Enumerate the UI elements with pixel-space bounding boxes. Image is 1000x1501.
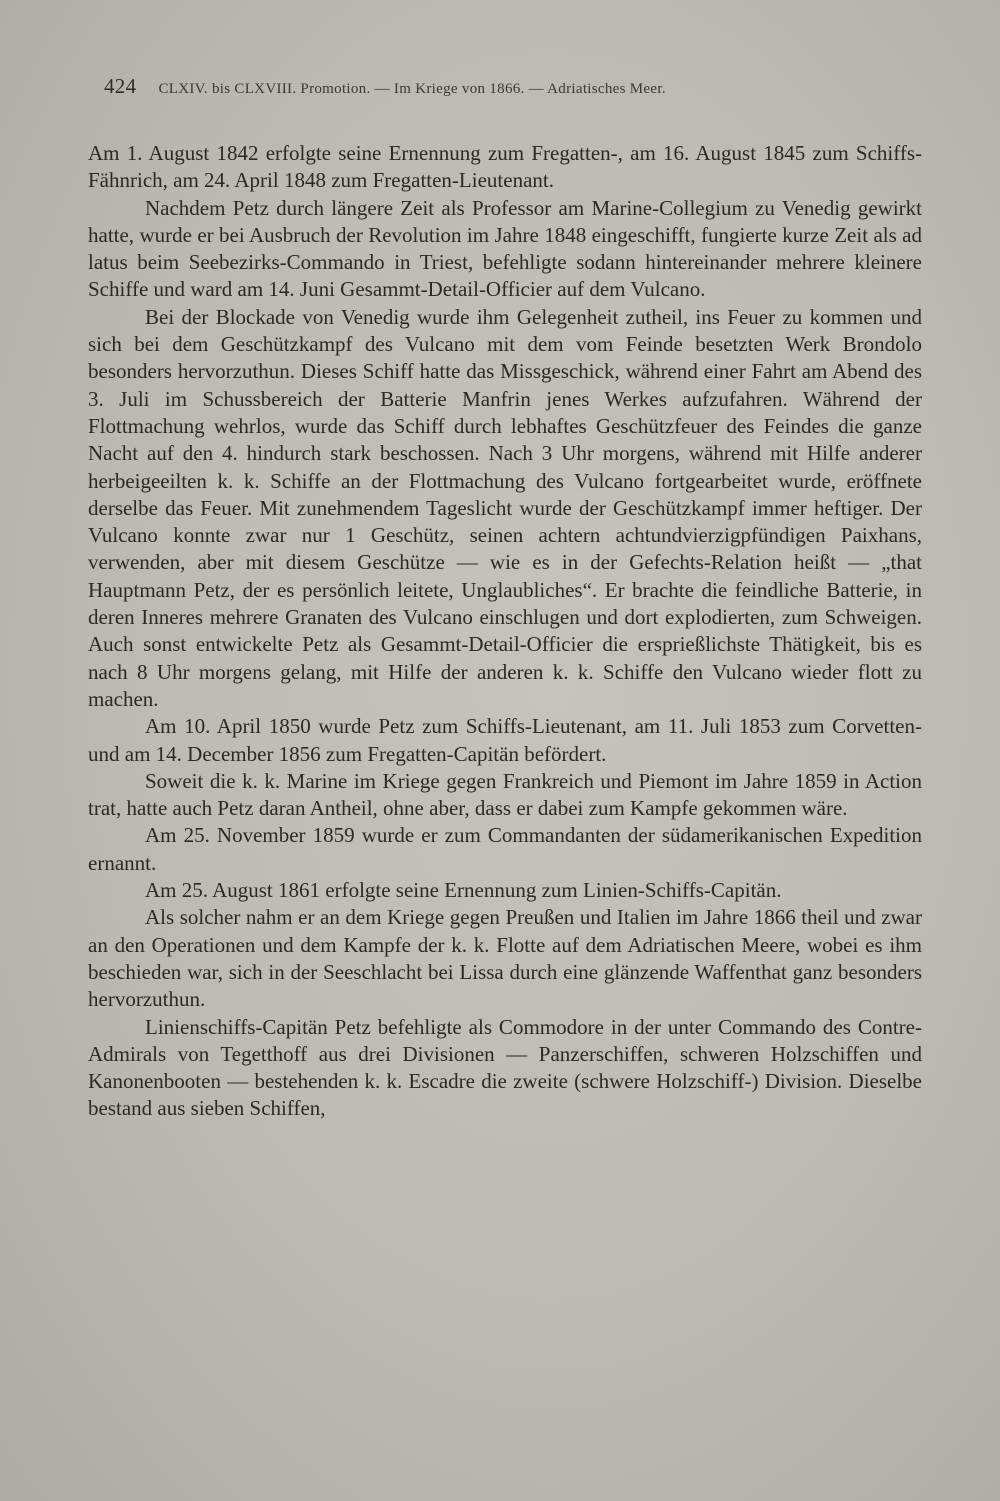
paragraph-3: Bei der Blockade von Venedig wurde ihm Gelegenheit zutheil, ins Feuer zu kommen und sich bei dem Geschützkampf des Vulcano mit dem vom Feinde besetzten Werk Brondolo besonders hervorzuthun. Dieses Schiff hatte das Missgeschick, während einer Fahrt am Abend des 3. Juli im Schussbereich der Batterie Manfrin jenes Werkes aufzufahren. Während der Flottmachung wehrlos, wurde das Schiff durch lebhaftes Geschützfeuer des Feindes die ganze Nacht auf den 4. hindurch stark beschossen. Nach 3 Uhr morgens, während mit Hilfe anderer herbeigeeilten k. k. Schiffe an der Flottmachung des Vulcano fortgearbeitet wurde, eröffnete derselbe das Feuer. Mit zunehmendem Tageslicht wurde der Geschützkampf immer heftiger. Der Vulcano konnte zwar nur 1 Geschütz, seinen achtern achtundvierzigpfündigen Paixhans, verwenden, aber mit diesem Geschütze — wie es in der Gefechts-Relation heißt — „that Hauptmann Petz, der es persönlich leitete, Unglaubliches“. Er brachte die feindliche Batterie, in deren Inneres mehrere Granaten des Vulcano einschlugen und dort explodierten, zum Schweigen. Auch sonst entwickelte Petz als Gesammt-Detail-Officier die ersprießlichste Thätigkeit, bis es nach 8 Uhr morgens gelang, mit Hilfe der anderen k. k. Schiffe den Vulcano wieder flott zu machen. <box>88 304 922 711</box>
paragraph-6: Am 25. November 1859 wurde er zum Commandanten der südamerikanischen Expedition ernannt. <box>88 823 922 875</box>
paragraph-5: Soweit die k. k. Marine im Kriege gegen Frankreich und Piemont im Jahre 1859 in Action trat, hatte auch Petz daran Antheil, ohne aber, dass er dabei zum Kampfe gekommen wäre. <box>88 768 922 821</box>
paragraph-4: Am 10. April 1850 wurde Petz zum Schiffs-Lieutenant, am 11. Juli 1853 zum Corvetten- und am 14. December 1856 zum Fregatten-Capitän befördert. <box>88 714 922 766</box>
paragraph-7: Am 25. August 1861 erfolgte seine Ernennung zum Linien-Schiffs-Capitän. <box>145 878 782 903</box>
paragraph-9: Linienschiffs-Capitän Petz befehligte als Commodore in der unter Commando des Contre-Admirals von Tegetthoff aus drei Divisionen — Panzerschiffen, schweren Holzschiffen und Kanonenbooten — bestehenden k. k. Escadre die zweite (schwere Holzschiff-) Division. Dieselbe bestand aus sieben Schiffen, <box>88 1014 922 1121</box>
paragraph-1: Am 1. August 1842 erfolgte seine Ernennung zum Fregatten-, am 16. August 1845 zum Schiffs-Fähnrich, am 24. April 1848 zum Fregatten-Lieutenant. <box>88 141 922 193</box>
paragraph-2: Nachdem Petz durch längere Zeit als Professor am Marine-Collegium zu Venedig gewirkt hatte, wurde er bei Ausbruch der Revolution im Jahre 1848 eingeschifft, fungierte kurze Zeit als ad latus beim Seebezirks-Commando in Triest, befehligte sodann hintereinander mehrere kleinere Schiffe und ward am 14. Juni Gesammt-Detail-Officier auf dem Vulcano. <box>88 195 922 302</box>
body-text <box>88 140 922 1123</box>
paragraph-8: Als solcher nahm er an dem Kriege gegen Preußen und Italien im Jahre 1866 theil und zwar an den Operationen und dem Kampfe der k. k. Flotte auf dem Adriatischen Meere, wobei es ihm beschieden war, sich in der Seeschlacht bei Lissa durch eine glänzende Waffenthat ganz besonders hervorzuthun. <box>88 905 922 1012</box>
running-title: CLXIV. bis CLXVIII. Promotion. — Im Kriege von 1866. — Adriatisches Meer. <box>158 81 666 97</box>
page-number: 424 <box>104 74 137 98</box>
running-header <box>104 74 940 104</box>
